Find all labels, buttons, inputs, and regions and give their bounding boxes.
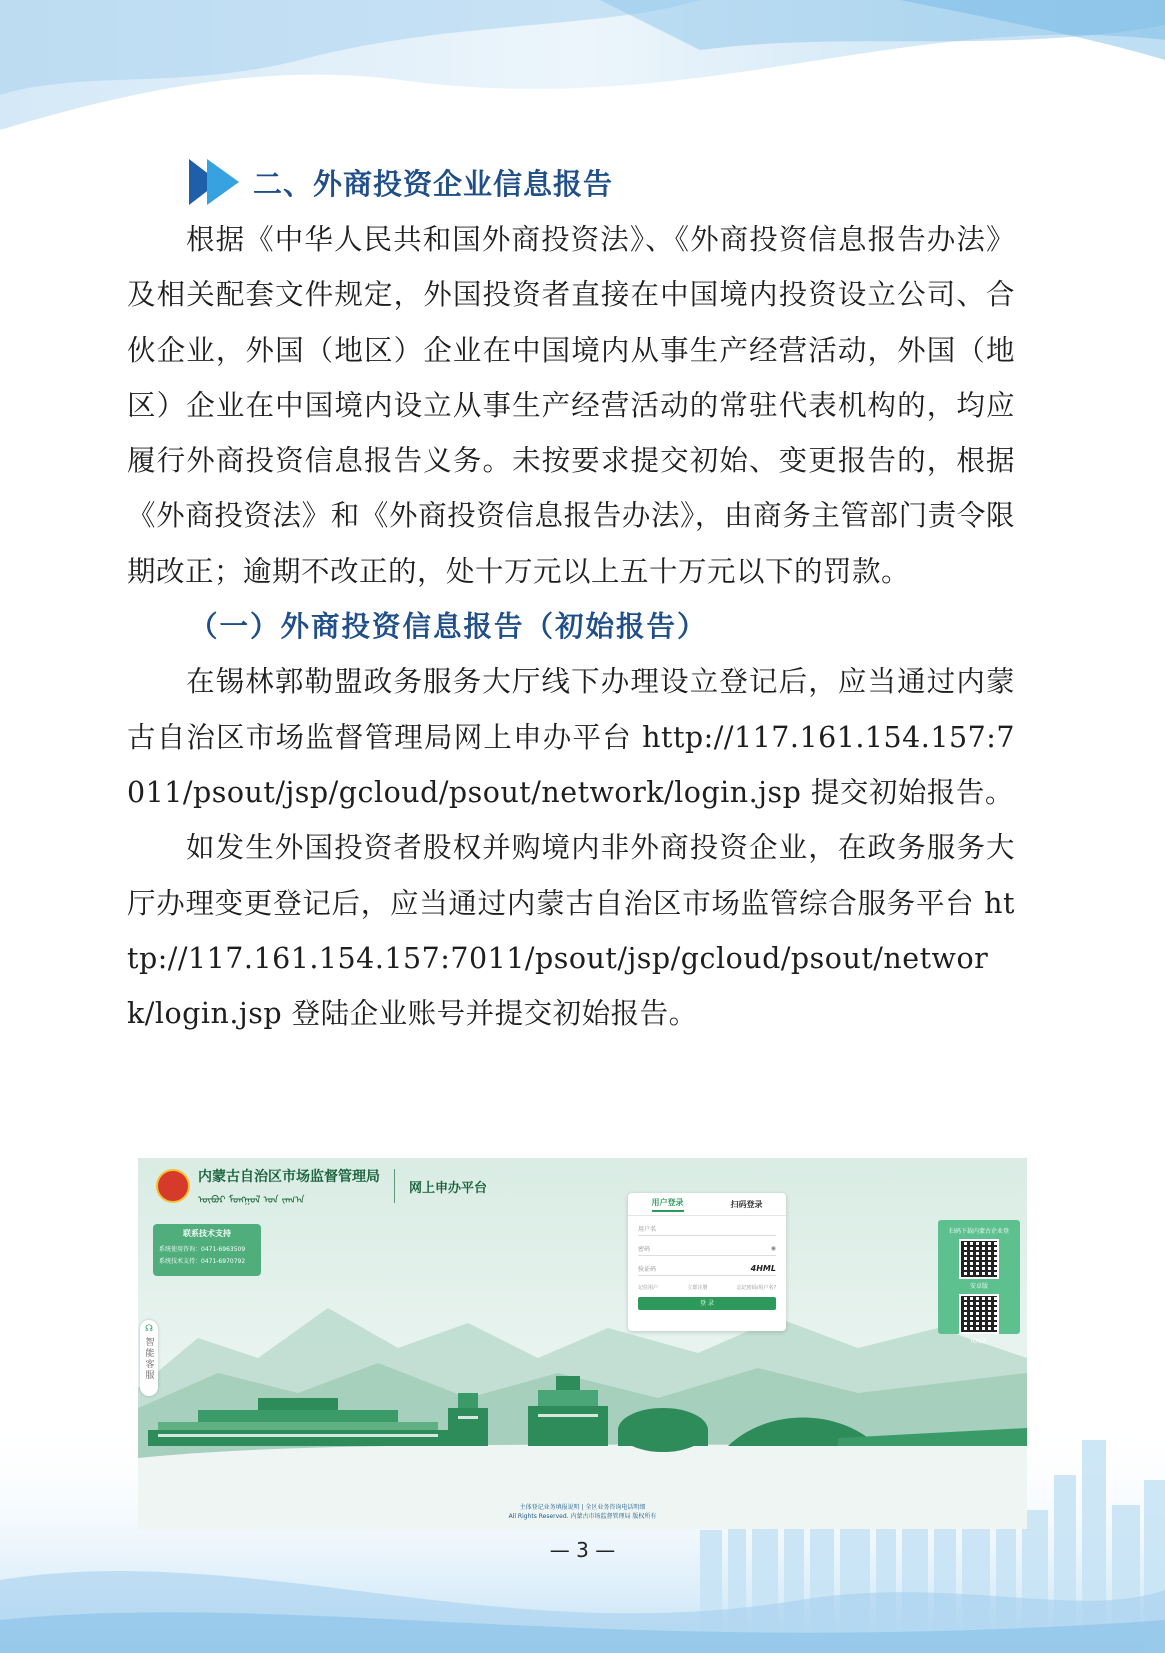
header-divider	[394, 1169, 395, 1203]
captcha-image[interactable]: 4HML	[750, 1264, 776, 1273]
username-placeholder: 用户名	[638, 1226, 657, 1233]
qr-panel-title: 扫码下载内蒙古企业登	[948, 1228, 1009, 1235]
platform-name: 网上申办平台	[409, 1180, 488, 1196]
tab-scan-login[interactable]: 扫码登录	[730, 1199, 763, 1209]
login-card	[628, 1193, 786, 1331]
password-input[interactable]	[638, 1242, 776, 1256]
eye-icon[interactable]: ◉	[770, 1245, 776, 1252]
support-line-tech: 系统技术支持：0471-6970792	[159, 1258, 246, 1265]
tech-support-box	[153, 1224, 261, 1276]
register-link[interactable]: 立即注册	[687, 1285, 708, 1291]
paragraph-merger: 如发生外国投资者股权并购境内非外商投资企业，在政务服务大厅办理变更登记后，应当通过内蒙古自治区市场监管综合服务平台 http://117.161.154.157:7011/psout/jsp/gcloud/psout/network/login.jsp 登陆企业账号并提交初始报告。	[127, 831, 1015, 1031]
paragraph-establishment: 在锡林郭勒盟政务服务大厅线下办理设立登记后，应当通过内蒙古自治区市场监督管理局网上申办平台 http://117.161.154.157:7011/psout/jsp/gcloud/psout/network/login.jsp 提交初始报告。	[127, 665, 1015, 809]
support-title: 联系技术支持	[183, 1229, 231, 1238]
login-options	[638, 1284, 776, 1291]
platform-screenshot	[138, 1158, 1027, 1529]
paragraph-regulation: 根据《中华人民共和国外商投资法》、《外商投资信息报告办法》及相关配套文件规定，外国投资者直接在中国境内投资设立公司、合伙企业，外国（地区）企业在中国境内从事生产经营活动，外国（地区）企业在中国境内设立从事生产经营活动的常驻代表机构的，均应履行外商投资信息报告义务。未按要求提交初始、变更报告的，根据《外商投资法》和《外商投资信息报告办法》，由商务主管部门责令限期改正；逾期不改正的，处十万元以上五十万元以下的罚款。	[127, 223, 1015, 588]
headset-icon: ☊	[145, 1324, 153, 1334]
ios-qr-code	[959, 1294, 999, 1334]
login-tabs	[628, 1193, 786, 1216]
forgot-password-link[interactable]: 忘记密码/用户名?	[736, 1285, 776, 1291]
subheading-initial-report: （一）外商投资信息报告（初始报告）	[189, 610, 708, 644]
app-download-panel	[938, 1220, 1020, 1345]
section-heading	[187, 156, 613, 208]
platform-footer	[138, 1503, 1027, 1521]
customer-service-tab[interactable]	[140, 1320, 158, 1396]
android-label: 安卓版	[969, 1283, 988, 1290]
support-line-usage: 系统使用咨询：0471-6963509	[159, 1246, 246, 1253]
platform-header	[156, 1166, 487, 1206]
agency-block	[198, 1166, 380, 1206]
agency-name: 内蒙古自治区市场监督管理局	[198, 1169, 380, 1185]
agency-mongolian-name: ᠥᠪᠥᠷ ᠮᠣᠩᠭᠣᠯ ᠤᠨ ᠵᠠᠬ᠎ᠠ	[198, 1195, 305, 1206]
remember-user-checkbox[interactable]: 记住用户	[638, 1285, 659, 1291]
footer-links[interactable]: 主体登记业务填报说明 | 全区业务咨询电话明细	[519, 1504, 646, 1511]
password-placeholder: 密码	[638, 1246, 651, 1253]
top-wave-decoration	[0, 0, 1165, 150]
customer-service-label: 智能客服	[143, 1337, 154, 1381]
android-qr-code	[959, 1239, 999, 1279]
landscape-illustration	[138, 1158, 1027, 1529]
section-title: 二、外商投资企业信息报告	[253, 166, 614, 201]
tab-user-login[interactable]: 用户登录	[652, 1197, 684, 1212]
captcha-placeholder: 验证码	[638, 1266, 657, 1273]
login-button[interactable]: 登 录	[638, 1297, 776, 1310]
national-emblem-icon	[156, 1169, 190, 1203]
page-number: — 3 —	[549, 1538, 616, 1562]
username-input[interactable]	[638, 1222, 776, 1236]
document-body	[127, 212, 1015, 1041]
footer-copyright: All Rights Reserved. 内蒙古市场监督管理局 版权所有	[508, 1513, 657, 1520]
ios-label: IOS版	[970, 1338, 988, 1345]
double-arrow-icon	[187, 157, 247, 207]
captcha-input[interactable]	[638, 1262, 776, 1276]
